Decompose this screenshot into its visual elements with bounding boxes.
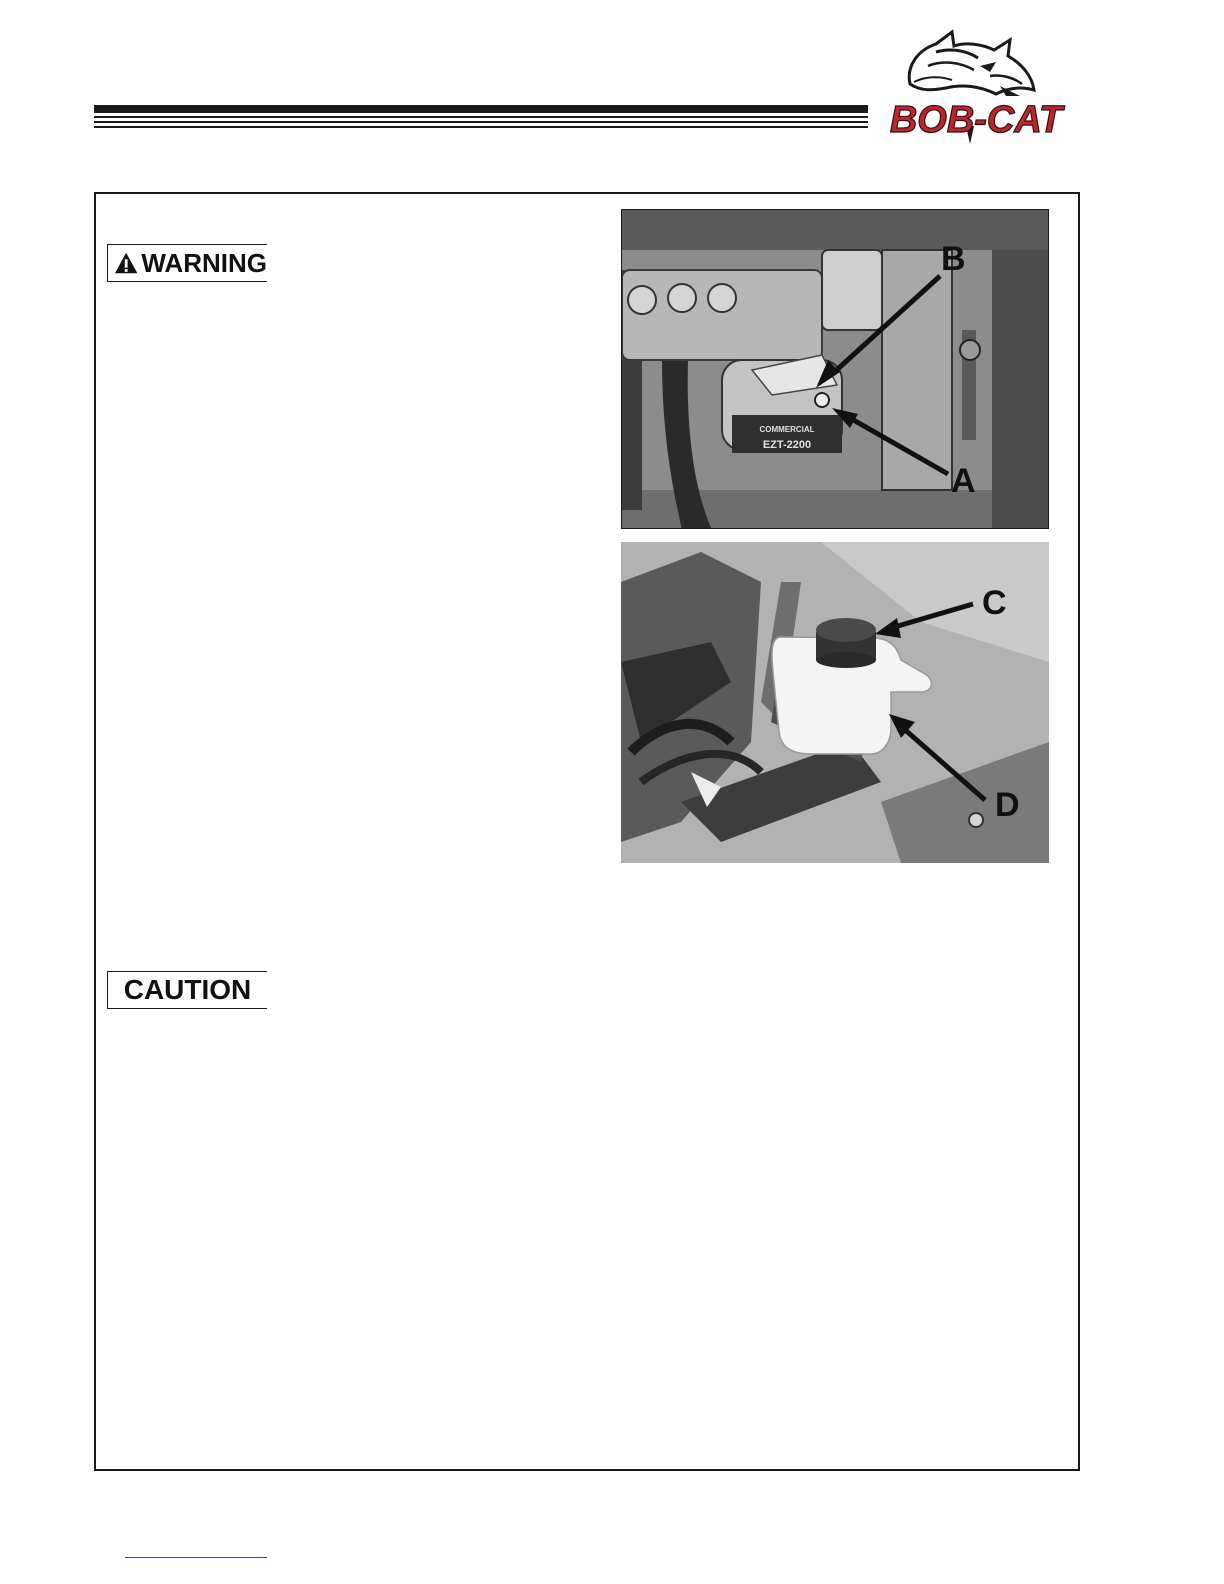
- decal-bottom-text: EZT-2200: [762, 439, 812, 451]
- callout-c: C: [982, 584, 1007, 622]
- caution-text: CAUTION: [123, 974, 252, 1005]
- bob-cat-logo: [870, 26, 1075, 146]
- warning-triangle-icon: [114, 251, 138, 275]
- transmission-photo: [622, 210, 1049, 529]
- footer-link[interactable]: [125, 1557, 267, 1558]
- photo-transmission-bypass: [621, 209, 1049, 529]
- decal-top-text: COMMERCIAL: [759, 425, 815, 434]
- caution-label: [107, 971, 267, 1009]
- callout-b: B: [941, 240, 966, 278]
- bob-cat-wordmark: [876, 90, 1076, 146]
- logo-text: BOB-CAT: [889, 99, 1063, 141]
- header-rule-thin-3: [94, 126, 868, 128]
- header-rule-thin-1: [94, 116, 868, 118]
- callout-a: A: [951, 462, 976, 500]
- callout-d: D: [995, 786, 1020, 824]
- header-rule-thick: [94, 105, 868, 113]
- warning-label: [107, 244, 267, 282]
- header-rule-thin-2: [94, 121, 868, 123]
- warning-text: WARNING: [141, 247, 267, 278]
